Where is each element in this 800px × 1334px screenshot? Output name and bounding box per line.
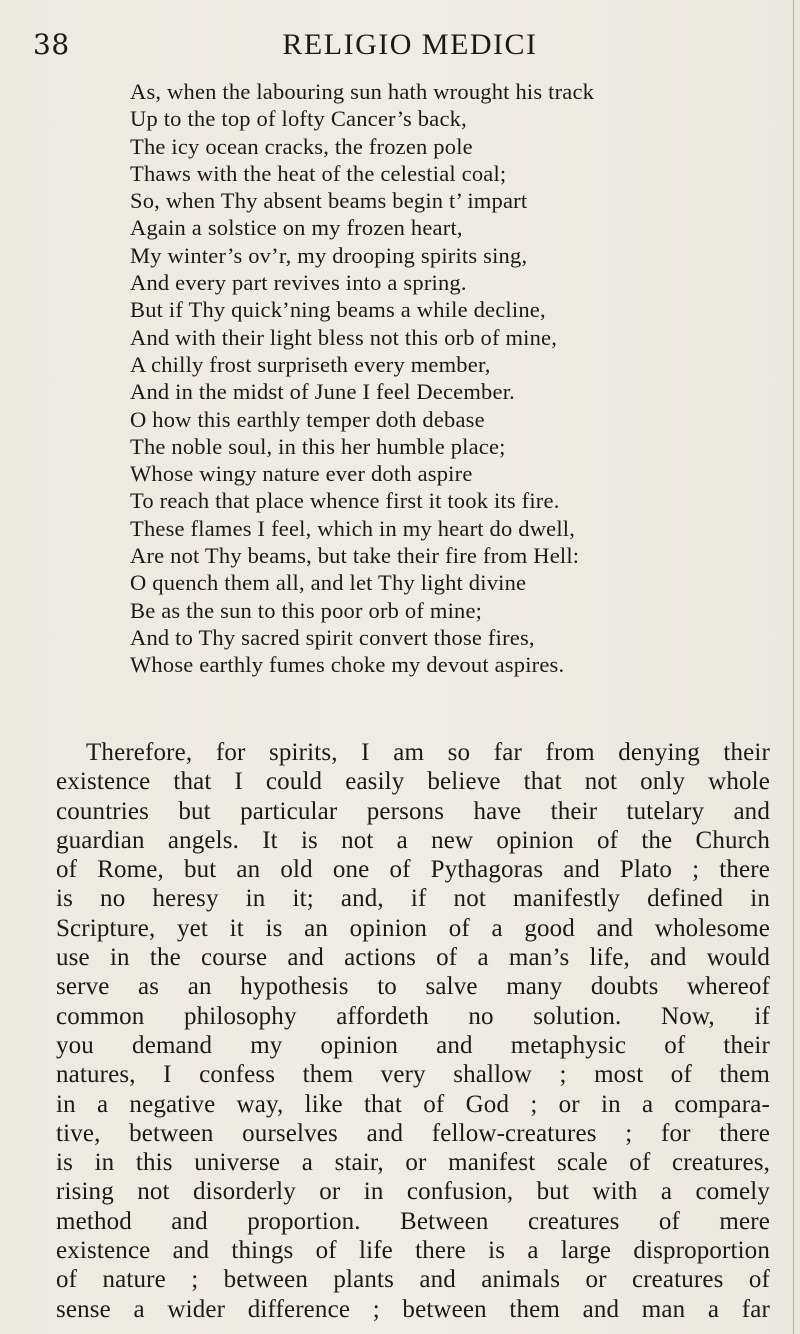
poem-line: O quench them all, and let Thy light divine — [130, 570, 527, 596]
prose-line: of Rome, but an old one of Pythagoras and Plato ; there — [56, 856, 770, 884]
poem-line: So, when Thy absent beams begin t’ impart — [130, 188, 528, 214]
running-title: RELIGIO MEDICI — [282, 28, 538, 61]
prose-line: Scripture, yet it is an opinion of a good and wholesome — [56, 914, 770, 942]
prose-line: of nature ; between plants and animals or creatures of — [56, 1266, 770, 1294]
prose-line: existence and things of life there is a large disproportion — [56, 1237, 770, 1265]
poem-line: And every part revives into a spring. — [130, 270, 467, 296]
poem-line: To reach that place whence first it took its fire. — [130, 488, 560, 514]
prose-line: common philosophy affordeth no solution. Now, if — [56, 1002, 770, 1030]
page-number: 38 — [33, 28, 70, 61]
poem-line: O how this earthly temper doth debase — [130, 406, 485, 432]
prose-line: sense a wider difference ; between them and man a far — [56, 1295, 770, 1323]
prose-line: you demand my opinion and metaphysic of their — [56, 1031, 770, 1059]
prose-line: method and proportion. Between creatures of mere — [56, 1207, 770, 1235]
poem-line: Whose earthly fumes choke my devout aspires. — [130, 652, 565, 678]
poem-line: Are not Thy beams, but take their fire from Hell: — [130, 543, 580, 569]
poem-line: And with their light bless not this orb of mine, — [130, 324, 558, 350]
prose-line: countries but particular persons have their tutelary and — [56, 797, 770, 825]
page-header — [0, 22, 800, 62]
poem-line: But if Thy quick’ning beams a while decline, — [130, 297, 546, 323]
page-edge-line — [793, 0, 794, 1334]
prose-line: tive, between ourselves and fellow-creatures ; for there — [56, 1119, 770, 1147]
prose-line: rising not disorderly or in confusion, but with a comely — [56, 1178, 770, 1206]
prose-line: in a negative way, like that of God ; or in a compara- — [56, 1090, 770, 1118]
prose-line: natures, I confess them very shallow ; most of them — [56, 1061, 770, 1089]
poem-line: Again a solstice on my frozen heart, — [130, 215, 463, 241]
prose-line: serve as an hypothesis to salve many doubts whereof — [56, 973, 770, 1001]
poem-line: And to Thy sacred spirit convert those fires, — [130, 624, 535, 650]
prose-line: use in the course and actions of a man’s life, and would — [56, 944, 770, 972]
poem-line: These flames I feel, which in my heart do dwell, — [130, 515, 576, 541]
prose-paragraph — [56, 738, 770, 1324]
prose-line: is no heresy in it; and, if not manifestly defined in — [56, 885, 770, 913]
poem-line: Thaws with the heat of the celestial coal; — [130, 160, 507, 186]
poem-line: A chilly frost surpriseth every member, — [130, 351, 491, 377]
poem-line: Be as the sun to this poor orb of mine; — [130, 597, 483, 623]
poem-line: Up to the top of lofty Cancer’s back, — [130, 106, 467, 132]
prose-line: Therefore, for spirits, I am so far from denying their — [86, 739, 770, 766]
poem-line: My winter’s ov’r, my drooping spirits sing, — [130, 242, 528, 268]
poem-line: The icy ocean cracks, the frozen pole — [130, 133, 473, 159]
prose-line: is in this universe a stair, or manifest scale of creatures, — [56, 1149, 770, 1177]
poem-line: The noble soul, in this her humble place; — [130, 433, 506, 459]
prose-line: guardian angels. It is not a new opinion of the Church — [56, 826, 770, 854]
poem-line: Whose wingy nature ever doth aspire — [130, 461, 473, 487]
poem-line: As, when the labouring sun hath wrought his track — [130, 79, 595, 104]
poem-block — [130, 78, 770, 679]
poem-line: And in the midst of June I feel December. — [130, 379, 515, 405]
prose-line: existence that I could easily believe that not only whole — [56, 768, 770, 796]
